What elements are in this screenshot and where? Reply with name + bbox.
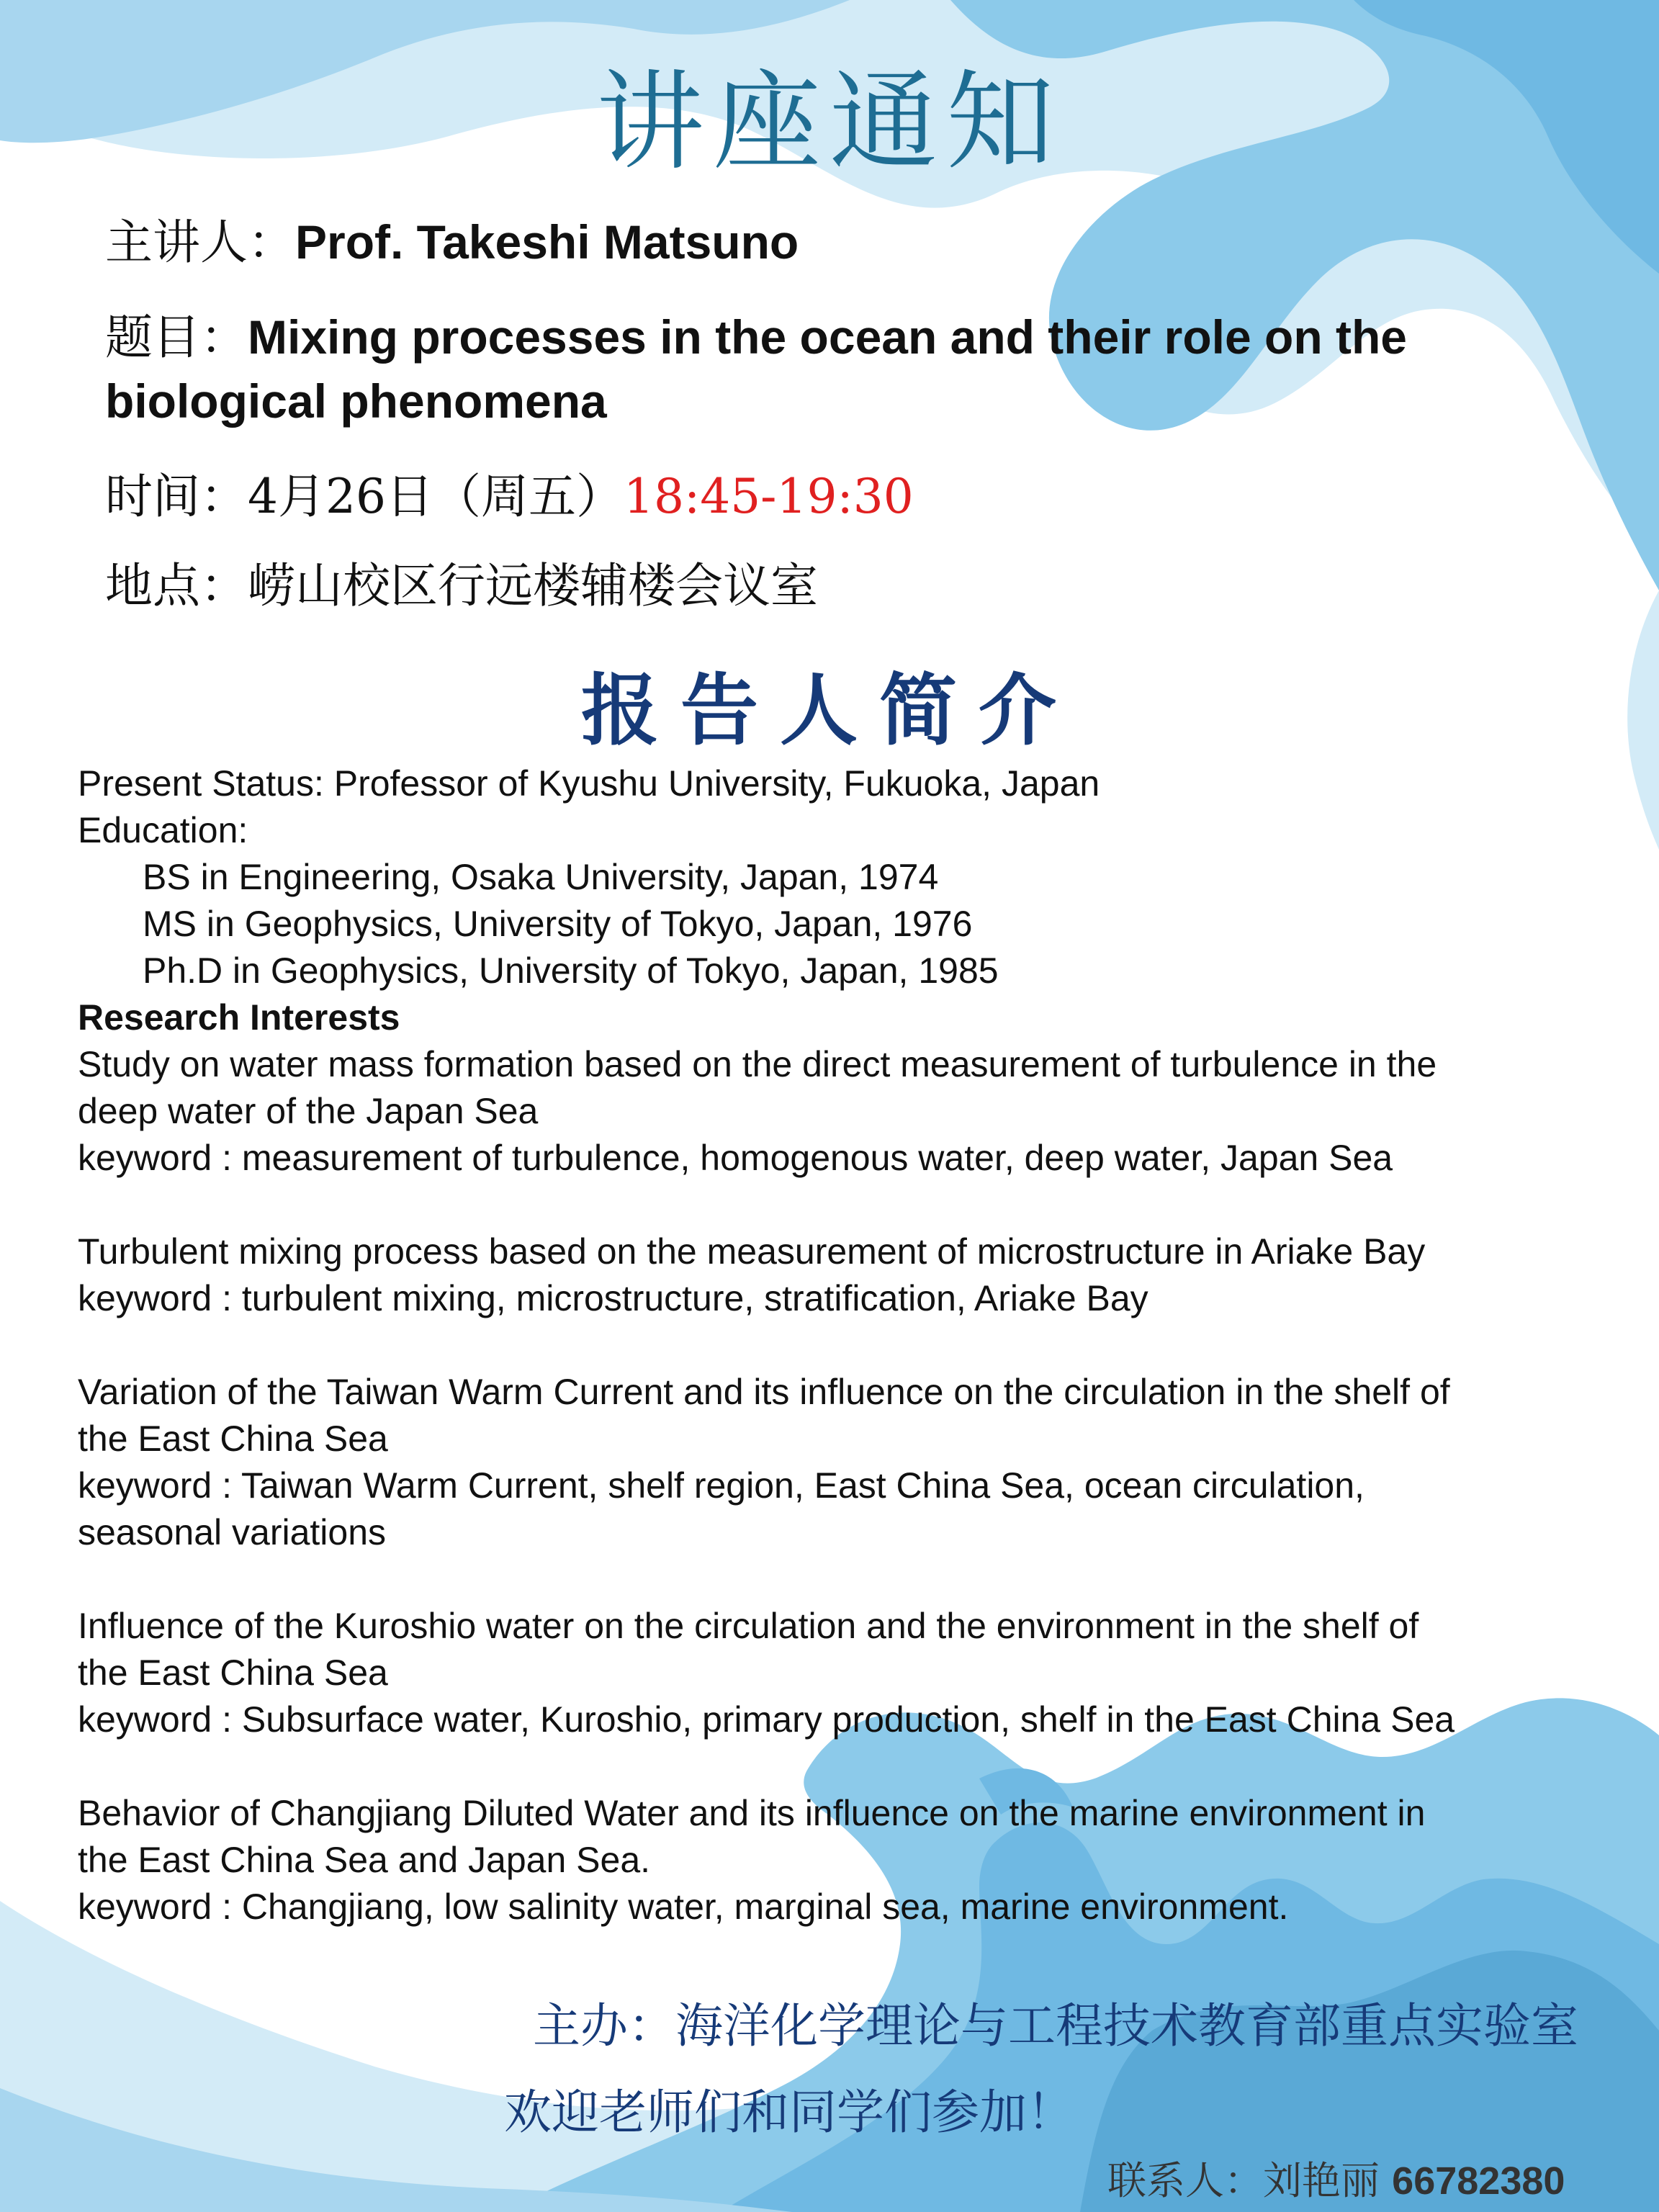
research-keywords: keyword : Subsurface water, Kuroshio, primary production, shelf in the East China Sea: [78, 1699, 1455, 1740]
research-topic: Influence of the Kuroshio water on the circulation and the environment in the shelf of: [78, 1606, 1419, 1646]
research-keywords: seasonal variations: [78, 1512, 387, 1552]
contact-label: 联系人：刘艳丽: [1107, 2158, 1380, 2203]
organizer: 主办：海洋化学理论与工程技术教育部重点实验室: [533, 1998, 1578, 2054]
education-label: Education:: [78, 810, 248, 850]
venue-value: 崂山校区行远楼辅楼会议室: [248, 558, 818, 613]
research-topic: the East China Sea and Japan Sea.: [78, 1840, 651, 1880]
contact-phone: 66782380: [1392, 2159, 1565, 2203]
present-status: Present Status: Professor of Kyushu University, Fukuoka, Japan: [78, 763, 1100, 804]
spacer: [78, 1743, 1633, 1790]
page-title: 讲座通知: [595, 60, 1063, 185]
education-item: MS in Geophysics, University of Tokyo, Japan, 1976: [143, 904, 973, 944]
speaker-line: [105, 210, 799, 274]
topic-title: Mixing processes in the ocean and their role on the biological phenomena: [105, 310, 1408, 428]
research-keywords: keyword : Taiwan Warm Current, shelf region, East China Sea, ocean circulation,: [78, 1465, 1364, 1506]
research-topic: deep water of the Japan Sea: [78, 1091, 539, 1131]
education-item: BS in Engineering, Osaka University, Japan, 1974: [143, 857, 939, 897]
research-topic: Study on water mass formation based on the direct measurement of turbulence in the: [78, 1044, 1437, 1084]
research-label: Research Interests: [78, 997, 400, 1038]
research-keywords: keyword : Changjiang, low salinity water, marginal sea, marine environment.: [78, 1887, 1289, 1927]
education-item: Ph.D in Geophysics, University of Tokyo, Japan, 1985: [143, 950, 999, 991]
contact-line: [1107, 2150, 1565, 2206]
time-label: 时间：: [105, 469, 248, 524]
time-hours: 18:45-19:30: [623, 469, 914, 524]
research-topic: the East China Sea: [78, 1653, 388, 1693]
research-topic: Variation of the Taiwan Warm Current and its influence on the circulation in the shelf of: [78, 1372, 1450, 1412]
spacer: [78, 1322, 1633, 1369]
time-line: [105, 465, 914, 529]
research-keywords: keyword : turbulent mixing, microstructure, stratification, Ariake Bay: [78, 1278, 1148, 1318]
speaker-name: Prof. Takeshi Matsuno: [295, 215, 799, 269]
spacer: [78, 1556, 1633, 1603]
venue-label: 地点：: [105, 558, 248, 613]
speaker-label: 主讲人：: [105, 215, 295, 270]
research-topic: Turbulent mixing process based on the measurement of microstructure in Ariake Bay: [78, 1231, 1426, 1272]
welcome-message: 欢迎老师们和同学们参加！: [504, 2085, 1074, 2140]
speaker-bio: [78, 760, 1633, 1930]
time-date: 4月26日（周五）: [248, 469, 624, 524]
topic-line: [105, 305, 1581, 433]
spacer: [78, 1182, 1633, 1228]
bio-heading: 报告人简介: [580, 665, 1078, 756]
research-keywords: keyword : measurement of turbulence, homogenous water, deep water, Japan Sea: [78, 1138, 1393, 1178]
topic-label: 题目：: [105, 310, 248, 365]
research-topic: Behavior of Changjiang Diluted Water and its influence on the marine environment in: [78, 1793, 1426, 1833]
venue-line: [105, 554, 818, 618]
research-topic: the East China Sea: [78, 1419, 388, 1459]
